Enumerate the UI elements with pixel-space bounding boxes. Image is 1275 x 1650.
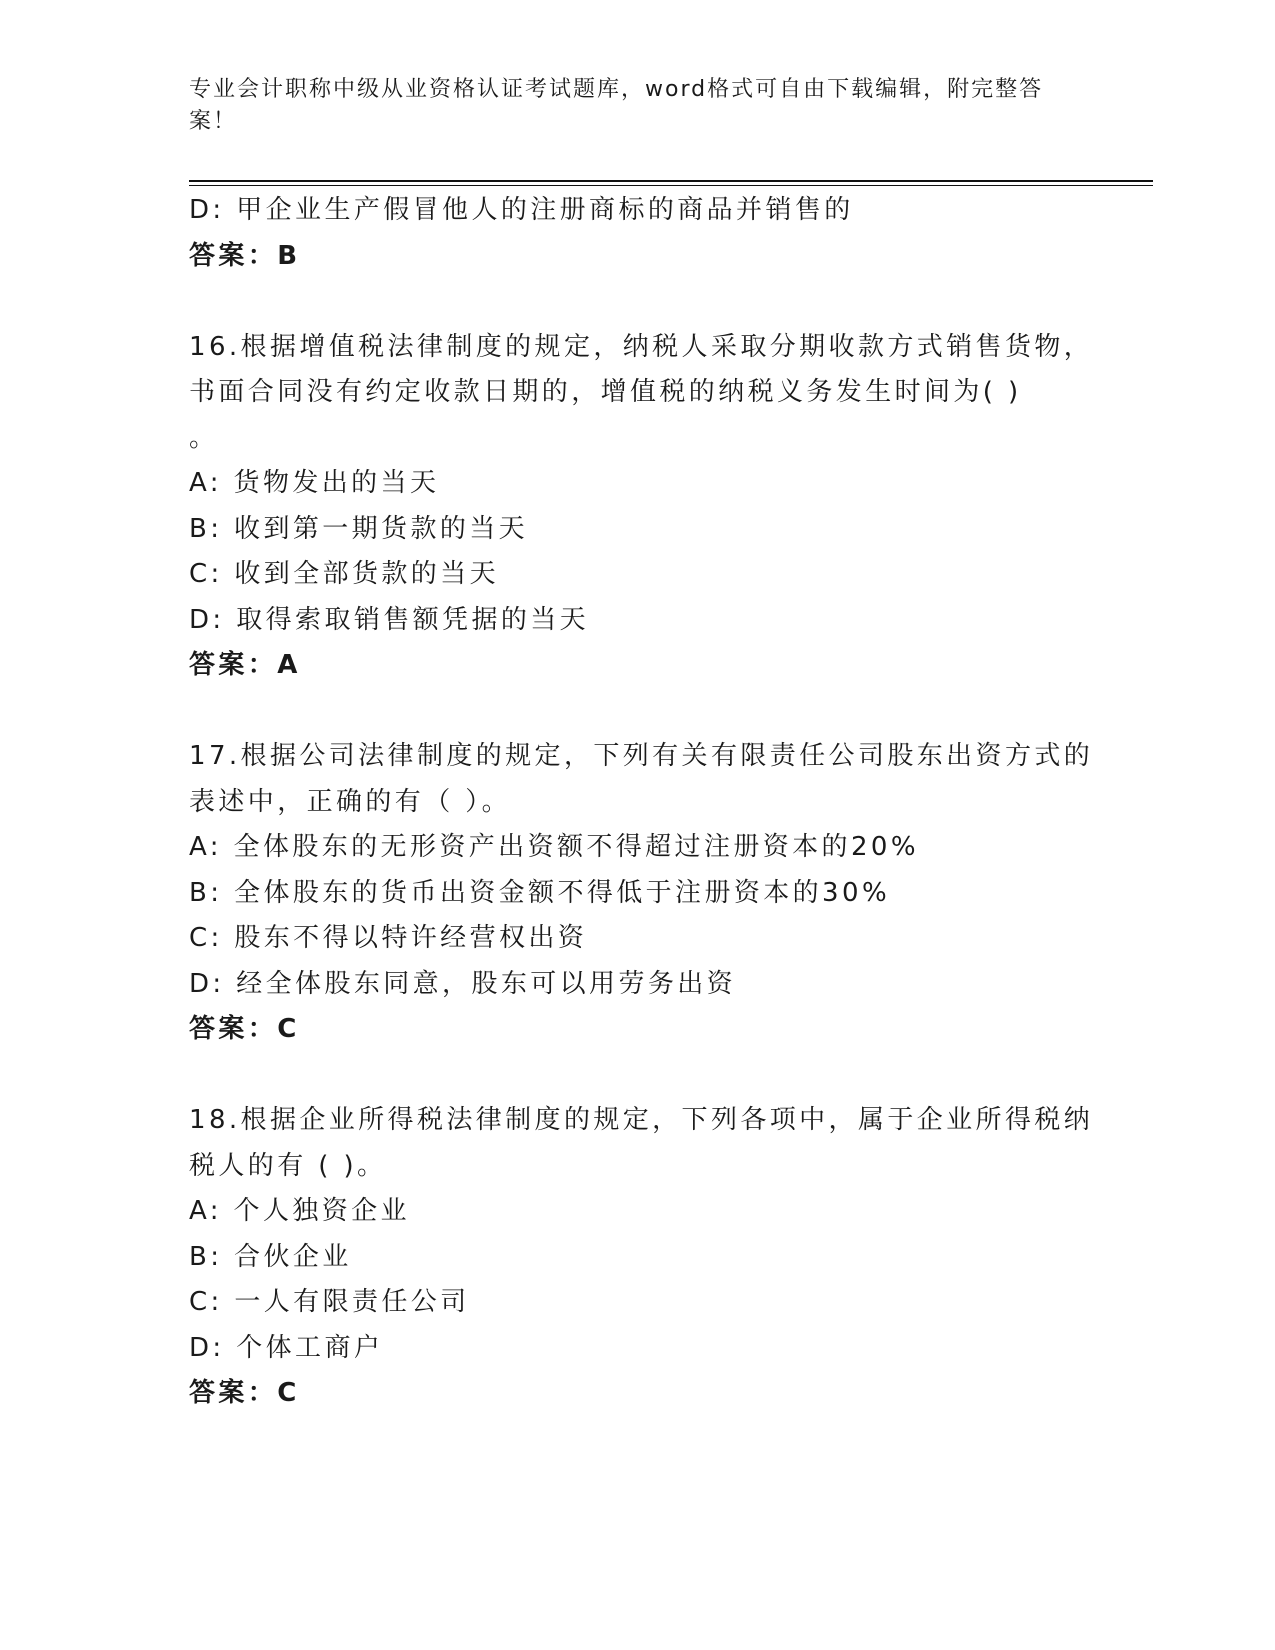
spacer <box>189 1053 1089 1099</box>
q17-option-d: D: 经全体股东同意，股东可以用劳务出资 <box>189 968 737 999</box>
question-17 <box>189 734 1094 1053</box>
q15-option-d: D: 甲企业生产假冒他人的注册商标的商品并销售的 <box>189 195 854 225</box>
q16-answer: 答案：A <box>189 650 301 680</box>
q18-option-a: A: 个人独资企业 <box>189 1196 410 1226</box>
q16-stem-line-1: 16.根据增值税法律制度的规定，纳税人采取分期收款方式销售货物， <box>189 331 1094 362</box>
q16-option-b: B: 收到第一期货款的当天 <box>189 513 529 544</box>
question-16 <box>189 325 1094 689</box>
q18-option-c: C: 一人有限责任公司 <box>189 1287 470 1317</box>
question-18 <box>189 1098 1094 1417</box>
q16-stem-line-2: 书面合同没有约定收款日期的，增值税的纳税义务发生时间为( ) <box>189 377 1022 407</box>
spacer <box>189 279 1089 325</box>
spacer <box>189 689 1089 735</box>
q17-stem-line-2: 表述中，正确的有（ ）。 <box>189 786 512 817</box>
header-divider-thick <box>189 180 1153 182</box>
q16-option-a: A: 货物发出的当天 <box>189 468 440 498</box>
header-divider-thin <box>189 185 1153 186</box>
q18-option-d: D: 个体工商户 <box>189 1332 384 1363</box>
q18-option-b: B: 合伙企业 <box>189 1241 352 1272</box>
header-line-2: 案！ <box>189 109 238 134</box>
q17-answer: 答案：C <box>189 1014 300 1044</box>
q17-stem-line-1: 17.根据公司法律制度的规定，下列有关有限责任公司股东出资方式的 <box>189 741 1094 771</box>
question-list <box>189 188 1094 1417</box>
q18-answer: 答案：C <box>189 1378 300 1408</box>
q18-stem-line-2: 税人的有 ( )。 <box>189 1150 387 1181</box>
question-15-tail <box>189 188 1089 279</box>
q18-stem-line-1: 18.根据企业所得税法律制度的规定，下列各项中，属于企业所得税纳 <box>189 1105 1094 1135</box>
q15-answer: 答案：B <box>189 240 301 271</box>
q17-option-a: A: 全体股东的无形资产出资额不得超过注册资本的20% <box>189 832 919 862</box>
page-header <box>189 74 1069 138</box>
header-line-1: 专业会计职称中级从业资格认证考试题库，word格式可自由下载编辑，附完整答 <box>189 77 1044 102</box>
q17-option-c: C: 股东不得以特许经营权出资 <box>189 923 588 953</box>
q16-stem-line-3: 。 <box>189 422 219 453</box>
q16-option-d: D: 取得索取销售额凭据的当天 <box>189 604 590 635</box>
q17-option-b: B: 全体股东的货币出资金额不得低于注册资本的30% <box>189 877 891 908</box>
q16-option-c: C: 收到全部货款的当天 <box>189 559 499 589</box>
